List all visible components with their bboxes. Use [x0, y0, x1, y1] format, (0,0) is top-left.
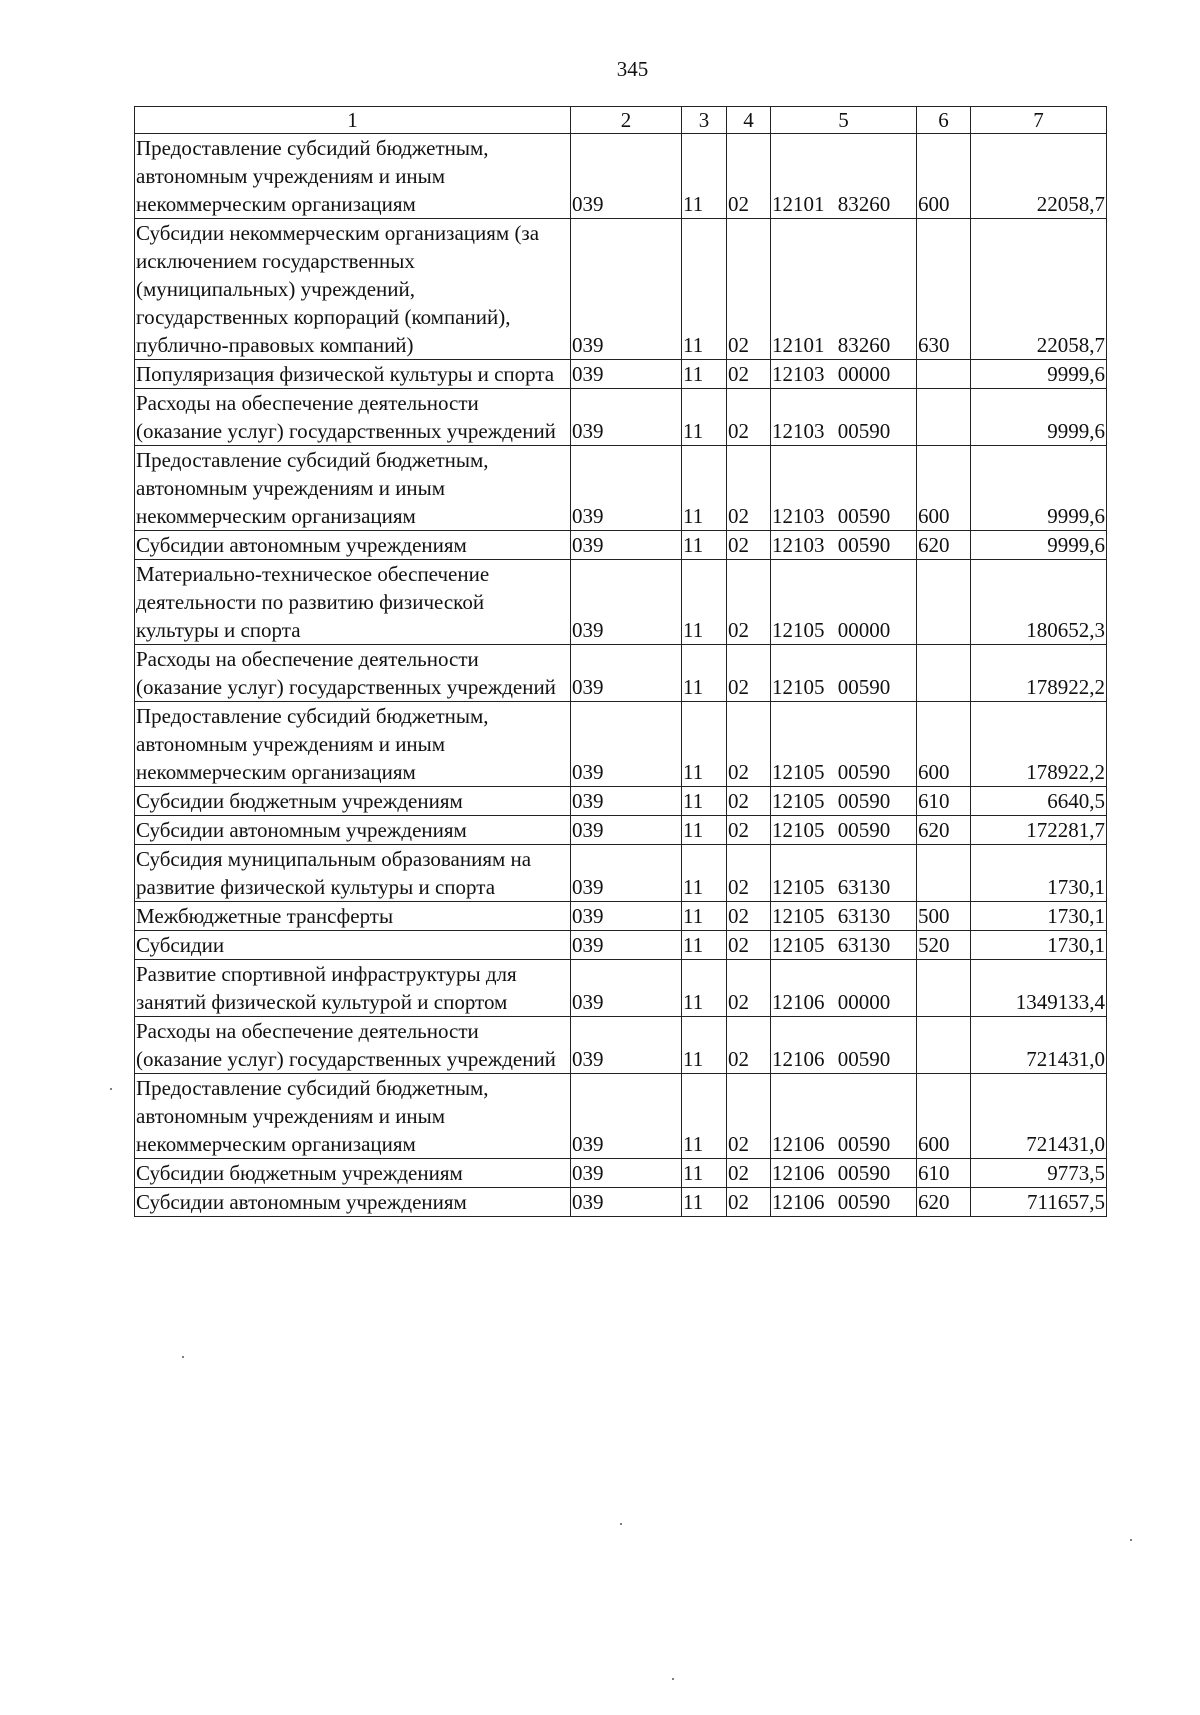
cell-column-4: 02: [727, 645, 771, 702]
column-header: 7: [971, 107, 1107, 134]
cell-column-4: 02: [727, 702, 771, 787]
cell-column-2: 039: [571, 960, 682, 1017]
cell-column-3: 11: [682, 1074, 727, 1159]
cell-name: Развитие спортивной инфраструктуры для занятий физической культурой и спортом: [135, 960, 571, 1017]
cell-column-5: 12105 00590: [771, 816, 917, 845]
cell-column-3: 11: [682, 931, 727, 960]
cell-column-3: 11: [682, 816, 727, 845]
cell-column-2: 039: [571, 645, 682, 702]
table-row: [135, 389, 1107, 446]
cell-column-3: 11: [682, 134, 727, 219]
cell-column-6: 610: [917, 1159, 971, 1188]
cell-column-6: 600: [917, 702, 971, 787]
cell-column-4: 02: [727, 219, 771, 360]
cell-column-5: 12106 00000: [771, 960, 917, 1017]
budget-table: [134, 106, 1107, 1217]
cell-column-6: 600: [917, 134, 971, 219]
cell-column-5: 12101 83260: [771, 219, 917, 360]
table-row: [135, 931, 1107, 960]
cell-column-7: 721431,0: [971, 1074, 1107, 1159]
cell-column-5: 12105 63130: [771, 845, 917, 902]
cell-column-2: 039: [571, 931, 682, 960]
cell-column-3: 11: [682, 960, 727, 1017]
cell-column-2: 039: [571, 902, 682, 931]
table-row: [135, 134, 1107, 219]
table-row: [135, 845, 1107, 902]
cell-name: Субсидии: [135, 931, 571, 960]
cell-column-7: 178922,2: [971, 702, 1107, 787]
cell-column-2: 039: [571, 219, 682, 360]
cell-column-4: 02: [727, 931, 771, 960]
cell-column-3: 11: [682, 702, 727, 787]
cell-name: Предоставление субсидий бюджетным, автономным учреждениям и иным некоммерческим организациям: [135, 702, 571, 787]
cell-column-2: 039: [571, 134, 682, 219]
scan-speck: [1130, 1539, 1132, 1541]
cell-column-6: [917, 389, 971, 446]
cell-column-2: 039: [571, 389, 682, 446]
cell-name: Субсидии автономным учреждениям: [135, 531, 571, 560]
cell-column-6: 520: [917, 931, 971, 960]
cell-column-6: 620: [917, 531, 971, 560]
cell-column-2: 039: [571, 702, 682, 787]
cell-column-4: 02: [727, 816, 771, 845]
cell-name: Популяризация физической культуры и спорта: [135, 360, 571, 389]
cell-column-5: 12105 63130: [771, 931, 917, 960]
cell-column-7: 1349133,4: [971, 960, 1107, 1017]
cell-column-3: 11: [682, 645, 727, 702]
table-row: [135, 560, 1107, 645]
cell-column-3: 11: [682, 787, 727, 816]
table-row: [135, 1159, 1107, 1188]
cell-column-7: 9999,6: [971, 389, 1107, 446]
cell-column-4: 02: [727, 845, 771, 902]
column-header: 1: [135, 107, 571, 134]
cell-column-6: 500: [917, 902, 971, 931]
cell-column-5: 12106 00590: [771, 1188, 917, 1217]
header-row: [135, 107, 1107, 134]
table-row: [135, 446, 1107, 531]
column-header: 4: [727, 107, 771, 134]
cell-name: Субсидии некоммерческим организациям (за исключением государственных (муниципальных) учреждений, государственных корпораций (компаний), публично-правовых компаний): [135, 219, 571, 360]
cell-column-5: 12106 00590: [771, 1074, 917, 1159]
cell-column-6: [917, 560, 971, 645]
cell-column-4: 02: [727, 1017, 771, 1074]
cell-column-2: 039: [571, 1159, 682, 1188]
cell-column-4: 02: [727, 1074, 771, 1159]
cell-column-3: 11: [682, 531, 727, 560]
cell-column-7: 9773,5: [971, 1159, 1107, 1188]
table-row: [135, 531, 1107, 560]
cell-column-2: 039: [571, 1074, 682, 1159]
column-header: 2: [571, 107, 682, 134]
cell-column-6: 610: [917, 787, 971, 816]
table-row: [135, 960, 1107, 1017]
cell-column-3: 11: [682, 360, 727, 389]
cell-column-5: 12103 00590: [771, 446, 917, 531]
cell-column-6: [917, 960, 971, 1017]
cell-column-7: 9999,6: [971, 360, 1107, 389]
column-header: 5: [771, 107, 917, 134]
cell-column-6: [917, 845, 971, 902]
cell-name: Материально-техническое обеспечение деятельности по развитию физической культуры и спорта: [135, 560, 571, 645]
table-row: [135, 816, 1107, 845]
cell-column-2: 039: [571, 845, 682, 902]
cell-column-4: 02: [727, 531, 771, 560]
cell-name: Субсидии бюджетным учреждениям: [135, 787, 571, 816]
cell-column-7: 721431,0: [971, 1017, 1107, 1074]
cell-name: Предоставление субсидий бюджетным, автономным учреждениям и иным некоммерческим организациям: [135, 1074, 571, 1159]
cell-column-3: 11: [682, 902, 727, 931]
cell-column-7: 6640,5: [971, 787, 1107, 816]
scan-speck: [182, 1356, 184, 1358]
cell-column-4: 02: [727, 134, 771, 219]
cell-column-2: 039: [571, 1188, 682, 1217]
cell-column-2: 039: [571, 531, 682, 560]
cell-name: Предоставление субсидий бюджетным, автономным учреждениям и иным некоммерческим организациям: [135, 134, 571, 219]
cell-column-2: 039: [571, 360, 682, 389]
cell-column-3: 11: [682, 1017, 727, 1074]
cell-column-3: 11: [682, 389, 727, 446]
cell-name: Расходы на обеспечение деятельности (оказание услуг) государственных учреждений: [135, 389, 571, 446]
table-row: [135, 1188, 1107, 1217]
cell-column-2: 039: [571, 816, 682, 845]
cell-column-6: 600: [917, 1074, 971, 1159]
cell-column-7: 1730,1: [971, 902, 1107, 931]
table-row: [135, 219, 1107, 360]
scan-speck: [672, 1678, 674, 1680]
cell-column-7: 178922,2: [971, 645, 1107, 702]
cell-name: Межбюджетные трансферты: [135, 902, 571, 931]
cell-name: Субсидии автономным учреждениям: [135, 816, 571, 845]
cell-column-3: 11: [682, 1159, 727, 1188]
cell-column-6: [917, 360, 971, 389]
cell-column-5: 12103 00590: [771, 531, 917, 560]
cell-column-5: 12105 00590: [771, 645, 917, 702]
cell-column-3: 11: [682, 845, 727, 902]
cell-name: Субсидии автономным учреждениям: [135, 1188, 571, 1217]
cell-column-2: 039: [571, 446, 682, 531]
table-row: [135, 702, 1107, 787]
cell-column-4: 02: [727, 960, 771, 1017]
cell-name: Расходы на обеспечение деятельности (оказание услуг) государственных учреждений: [135, 645, 571, 702]
cell-column-5: 12101 83260: [771, 134, 917, 219]
cell-column-2: 039: [571, 1017, 682, 1074]
cell-column-5: 12103 00590: [771, 389, 917, 446]
cell-column-7: 180652,3: [971, 560, 1107, 645]
cell-column-2: 039: [571, 560, 682, 645]
table-row: [135, 787, 1107, 816]
cell-column-4: 02: [727, 902, 771, 931]
cell-column-7: 9999,6: [971, 446, 1107, 531]
table-row: [135, 1074, 1107, 1159]
table-row: [135, 645, 1107, 702]
cell-column-5: 12106 00590: [771, 1017, 917, 1074]
cell-name: Субсидия муниципальным образованиям на развитие физической культуры и спорта: [135, 845, 571, 902]
table-row: [135, 902, 1107, 931]
cell-name: Расходы на обеспечение деятельности (оказание услуг) государственных учреждений: [135, 1017, 571, 1074]
cell-column-4: 02: [727, 787, 771, 816]
cell-name: Предоставление субсидий бюджетным, автономным учреждениям и иным некоммерческим организациям: [135, 446, 571, 531]
column-header: 3: [682, 107, 727, 134]
cell-column-4: 02: [727, 560, 771, 645]
cell-column-6: 630: [917, 219, 971, 360]
cell-column-3: 11: [682, 560, 727, 645]
cell-column-5: 12105 63130: [771, 902, 917, 931]
table-row: [135, 360, 1107, 389]
cell-column-7: 22058,7: [971, 219, 1107, 360]
cell-column-6: [917, 645, 971, 702]
table-row: [135, 1017, 1107, 1074]
page-number: 345: [616, 57, 649, 81]
cell-column-7: 9999,6: [971, 531, 1107, 560]
cell-column-7: 1730,1: [971, 845, 1107, 902]
cell-column-6: 600: [917, 446, 971, 531]
cell-column-5: 12105 00590: [771, 787, 917, 816]
cell-column-7: 711657,5: [971, 1188, 1107, 1217]
cell-column-4: 02: [727, 389, 771, 446]
cell-column-6: 620: [917, 816, 971, 845]
cell-column-3: 11: [682, 1188, 727, 1217]
cell-column-5: 12103 00000: [771, 360, 917, 389]
column-header: 6: [917, 107, 971, 134]
cell-column-6: 620: [917, 1188, 971, 1217]
cell-column-4: 02: [727, 446, 771, 531]
cell-column-7: 172281,7: [971, 816, 1107, 845]
cell-column-4: 02: [727, 360, 771, 389]
scan-speck: [620, 1523, 622, 1525]
scan-speck: [110, 1088, 112, 1090]
cell-name: Субсидии бюджетным учреждениям: [135, 1159, 571, 1188]
cell-column-6: [917, 1017, 971, 1074]
cell-column-4: 02: [727, 1188, 771, 1217]
cell-column-3: 11: [682, 219, 727, 360]
cell-column-7: 1730,1: [971, 931, 1107, 960]
cell-column-2: 039: [571, 787, 682, 816]
cell-column-5: 12105 00590: [771, 702, 917, 787]
cell-column-3: 11: [682, 446, 727, 531]
cell-column-7: 22058,7: [971, 134, 1107, 219]
cell-column-5: 12105 00000: [771, 560, 917, 645]
cell-column-4: 02: [727, 1159, 771, 1188]
cell-column-5: 12106 00590: [771, 1159, 917, 1188]
